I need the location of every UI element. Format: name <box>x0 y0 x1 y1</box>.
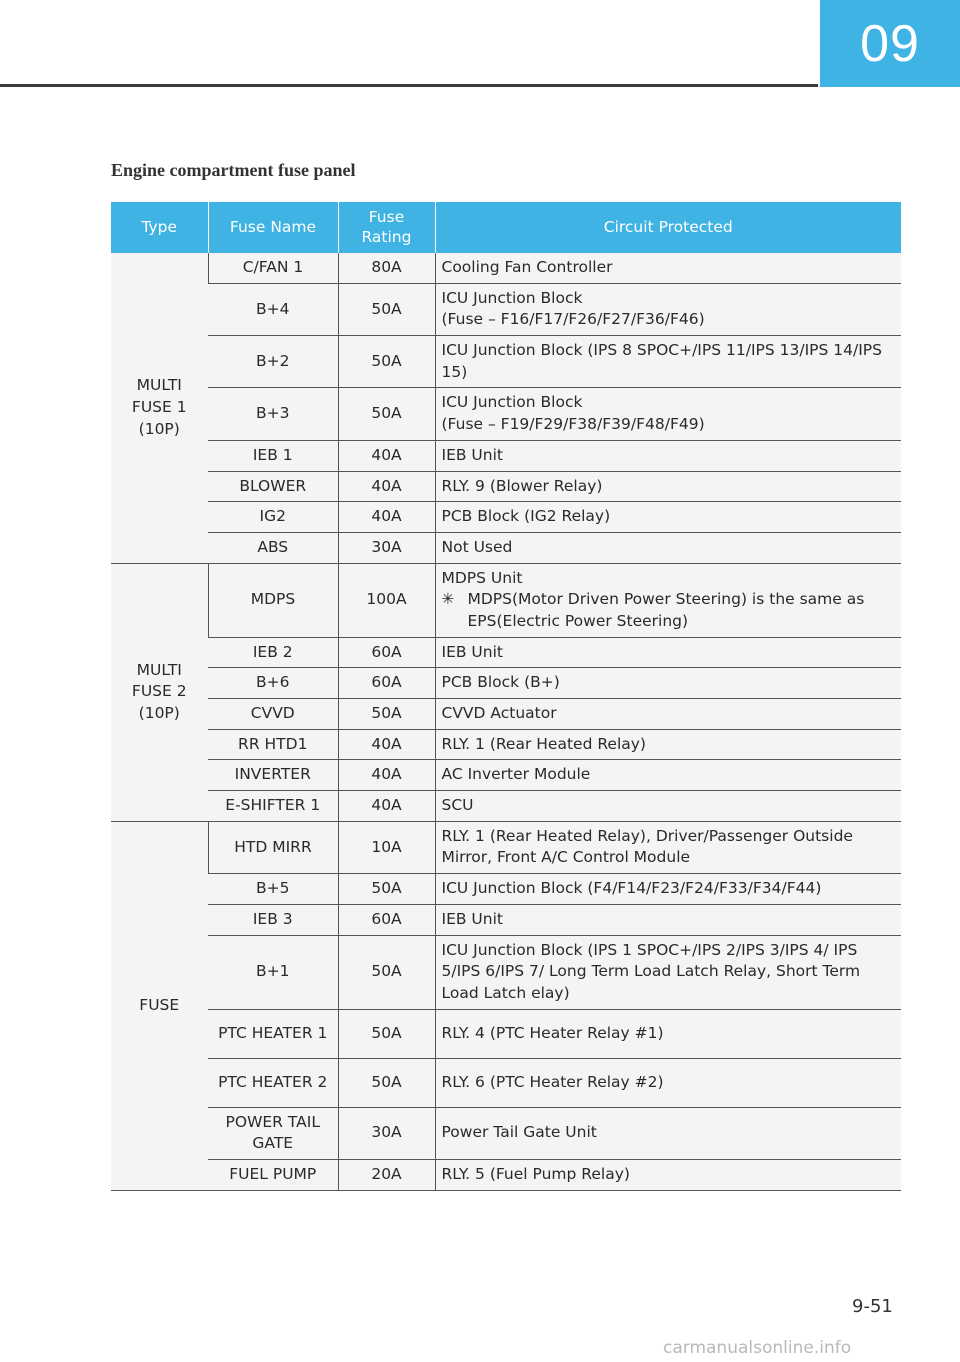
fuse-rating-cell: 40A <box>338 471 435 502</box>
circuit-cell <box>435 1058 901 1107</box>
fuse-name-cell: POWER TAIL GATE <box>208 1107 338 1159</box>
fuse-rating-cell: 40A <box>338 502 435 533</box>
circuit-line: Power Tail Gate Unit <box>441 1123 597 1142</box>
asterisk-icon: ✳ <box>441 590 455 609</box>
fuse-rating-cell: 40A <box>338 791 435 822</box>
circuit-cell <box>435 563 901 637</box>
table-row <box>111 821 901 873</box>
table-row <box>111 1107 901 1159</box>
circuit-line: ICU Junction Block <box>441 393 583 412</box>
table-row <box>111 699 901 730</box>
circuit-line: (Fuse – F19/F29/F38/F39/F48/F49) <box>441 415 705 434</box>
page-number: 9-51 <box>852 1296 893 1317</box>
circuit-cell <box>435 904 901 935</box>
circuit-cell <box>435 1159 901 1190</box>
circuit-cell <box>435 791 901 822</box>
type-cell <box>111 253 208 563</box>
circuit-line: IEB Unit <box>441 909 503 928</box>
fuse-rating-cell: 50A <box>338 1009 435 1058</box>
circuit-line: RLY. 9 (Blower Relay) <box>441 476 603 495</box>
fuse-rating-cell: 10A <box>338 821 435 873</box>
fuse-name-cell: PTC HEATER 2 <box>208 1058 338 1107</box>
note-text: MDPS(Motor Driven Power Steering) is the same as EPS(Electric Power Steering) <box>467 590 865 630</box>
fuse-name-cell: B+4 <box>208 283 338 335</box>
circuit-line: IEB Unit <box>441 642 503 661</box>
fuse-table-body <box>111 253 901 1190</box>
circuit-line: MDPS Unit <box>441 568 523 587</box>
circuit-line: RLY. 5 (Fuel Pump Relay) <box>441 1164 630 1183</box>
circuit-cell <box>435 1107 901 1159</box>
type-line: (10P) <box>138 704 180 722</box>
table-row <box>111 1009 901 1058</box>
table-row <box>111 253 901 283</box>
type-line: FUSE 1 <box>131 397 187 416</box>
circuit-cell <box>435 532 901 563</box>
header-circuit-protected: Circuit Protected <box>435 202 901 253</box>
table-row <box>111 935 901 1009</box>
fuse-name-cell: ABS <box>208 532 338 563</box>
chapter-tab: 09 <box>820 0 960 87</box>
fuse-name-cell: INVERTER <box>208 760 338 791</box>
circuit-line: RLY. 6 (PTC Heater Relay #2) <box>441 1072 664 1091</box>
fuse-rating-cell: 30A <box>338 532 435 563</box>
circuit-line: Not Used <box>441 537 513 556</box>
circuit-cell <box>435 283 901 335</box>
fuse-rating-cell: 50A <box>338 283 435 335</box>
table-row <box>111 440 901 471</box>
table-header-row <box>111 202 901 253</box>
table-row <box>111 336 901 388</box>
fuse-rating-cell: 100A <box>338 563 435 637</box>
table-row <box>111 388 901 440</box>
table-row <box>111 502 901 533</box>
header-fuse-name: Fuse Name <box>208 202 338 253</box>
fuse-rating-cell: 80A <box>338 253 435 283</box>
circuit-cell <box>435 253 901 283</box>
fuse-name-cell: IEB 1 <box>208 440 338 471</box>
circuit-cell <box>435 935 901 1009</box>
circuit-line: RLY. 1 (Rear Heated Relay) <box>441 734 646 753</box>
circuit-cell <box>435 637 901 668</box>
circuit-line: CVVD Actuator <box>441 704 557 722</box>
fuse-rating-cell: 40A <box>338 729 435 760</box>
circuit-line: PCB Block (B+) <box>441 673 560 692</box>
fuse-rating-cell: 20A <box>338 1159 435 1190</box>
circuit-cell <box>435 668 901 699</box>
header-fuse-rating-line2: Rating <box>361 227 412 246</box>
circuit-cell <box>435 760 901 791</box>
fuse-rating-cell: 60A <box>338 637 435 668</box>
fuse-rating-cell: 40A <box>338 440 435 471</box>
header-fuse-rating <box>338 202 435 253</box>
circuit-cell <box>435 336 901 388</box>
fuse-name-cell: B+1 <box>208 935 338 1009</box>
circuit-cell <box>435 874 901 905</box>
type-cell <box>111 821 208 1190</box>
circuit-cell <box>435 729 901 760</box>
fuse-rating-cell: 50A <box>338 336 435 388</box>
fuse-name-cell: B+2 <box>208 336 338 388</box>
fuse-name-cell: HTD MIRR <box>208 821 338 873</box>
fuse-name-cell: C/FAN 1 <box>208 253 338 283</box>
circuit-line: IEB Unit <box>441 445 503 464</box>
fuse-name-cell: FUEL PUMP <box>208 1159 338 1190</box>
fuse-name-cell: B+3 <box>208 388 338 440</box>
fuse-name-cell: IG2 <box>208 502 338 533</box>
fuse-rating-cell: 40A <box>338 760 435 791</box>
table-row <box>111 532 901 563</box>
circuit-note <box>442 589 896 632</box>
circuit-line: ICU Junction Block (IPS 8 SPOC+/IPS 11/IPS 13/IPS 14/IPS 15) <box>441 341 882 381</box>
fuse-rating-cell: 50A <box>338 699 435 730</box>
circuit-line: RLY. 4 (PTC Heater Relay #1) <box>441 1023 664 1042</box>
circuit-line: ICU Junction Block (IPS 1 SPOC+/IPS 2/IPS 3/IPS 4/ IPS 5/IPS 6/IPS 7/ Long Term Load Latch Relay, Short Term Load Latch elay) <box>441 940 861 1002</box>
circuit-cell <box>435 440 901 471</box>
circuit-cell <box>435 699 901 730</box>
circuit-line: Cooling Fan Controller <box>441 258 613 276</box>
watermark: carmanualsonline.info <box>663 1338 852 1358</box>
table-row <box>111 1058 901 1107</box>
table-row <box>111 1159 901 1190</box>
table-row <box>111 637 901 668</box>
fuse-name-cell: IEB 3 <box>208 904 338 935</box>
circuit-line: SCU <box>441 796 474 815</box>
circuit-line: ICU Junction Block <box>441 288 583 307</box>
fuse-name-cell: PTC HEATER 1 <box>208 1009 338 1058</box>
type-line: (10P) <box>138 419 180 438</box>
table-row <box>111 729 901 760</box>
fuse-rating-cell: 50A <box>338 874 435 905</box>
table-row <box>111 760 901 791</box>
table-row <box>111 283 901 335</box>
circuit-line: PCB Block (IG2 Relay) <box>441 507 611 526</box>
fuse-name-cell: BLOWER <box>208 471 338 502</box>
header-fuse-rating-line1: Fuse <box>368 208 405 227</box>
fuse-name-cell: CVVD <box>208 699 338 730</box>
fuse-rating-cell: 60A <box>338 904 435 935</box>
circuit-line: AC Inverter Module <box>441 765 591 784</box>
circuit-cell <box>435 502 901 533</box>
fuse-rating-cell: 30A <box>338 1107 435 1159</box>
type-line: MULTI <box>136 660 182 679</box>
fuse-name-cell: B+5 <box>208 874 338 905</box>
type-cell <box>111 563 208 821</box>
circuit-cell <box>435 388 901 440</box>
table-row <box>111 791 901 822</box>
fuse-table <box>111 202 901 1191</box>
fuse-rating-cell: 50A <box>338 935 435 1009</box>
circuit-cell <box>435 1009 901 1058</box>
type-line: FUSE 2 <box>131 682 187 701</box>
table-row <box>111 874 901 905</box>
fuse-rating-cell: 50A <box>338 388 435 440</box>
fuse-rating-cell: 50A <box>338 1058 435 1107</box>
fuse-name-cell: IEB 2 <box>208 637 338 668</box>
circuit-line: (Fuse – F16/F17/F26/F27/F36/F46) <box>441 310 705 329</box>
type-line: MULTI <box>136 376 182 395</box>
section-title: Engine compartment fuse panel <box>111 160 356 180</box>
type-line: FUSE <box>139 995 180 1014</box>
circuit-cell <box>435 471 901 502</box>
circuit-cell <box>435 821 901 873</box>
circuit-line: RLY. 1 (Rear Heated Relay), Driver/Passenger Outside Mirror, Front A/C Control Module <box>441 826 853 867</box>
table-row <box>111 563 901 637</box>
table-row <box>111 471 901 502</box>
table-row <box>111 668 901 699</box>
fuse-name-cell: B+6 <box>208 668 338 699</box>
circuit-line: ICU Junction Block (F4/F14/F23/F24/F33/F34/F44) <box>441 879 822 898</box>
fuse-rating-cell: 60A <box>338 668 435 699</box>
fuse-name-cell: MDPS <box>208 563 338 637</box>
header-rule <box>0 84 818 87</box>
header-type: Type <box>111 202 208 253</box>
table-row <box>111 904 901 935</box>
fuse-name-cell: RR HTD1 <box>208 729 338 760</box>
fuse-name-cell: E-SHIFTER 1 <box>208 791 338 822</box>
